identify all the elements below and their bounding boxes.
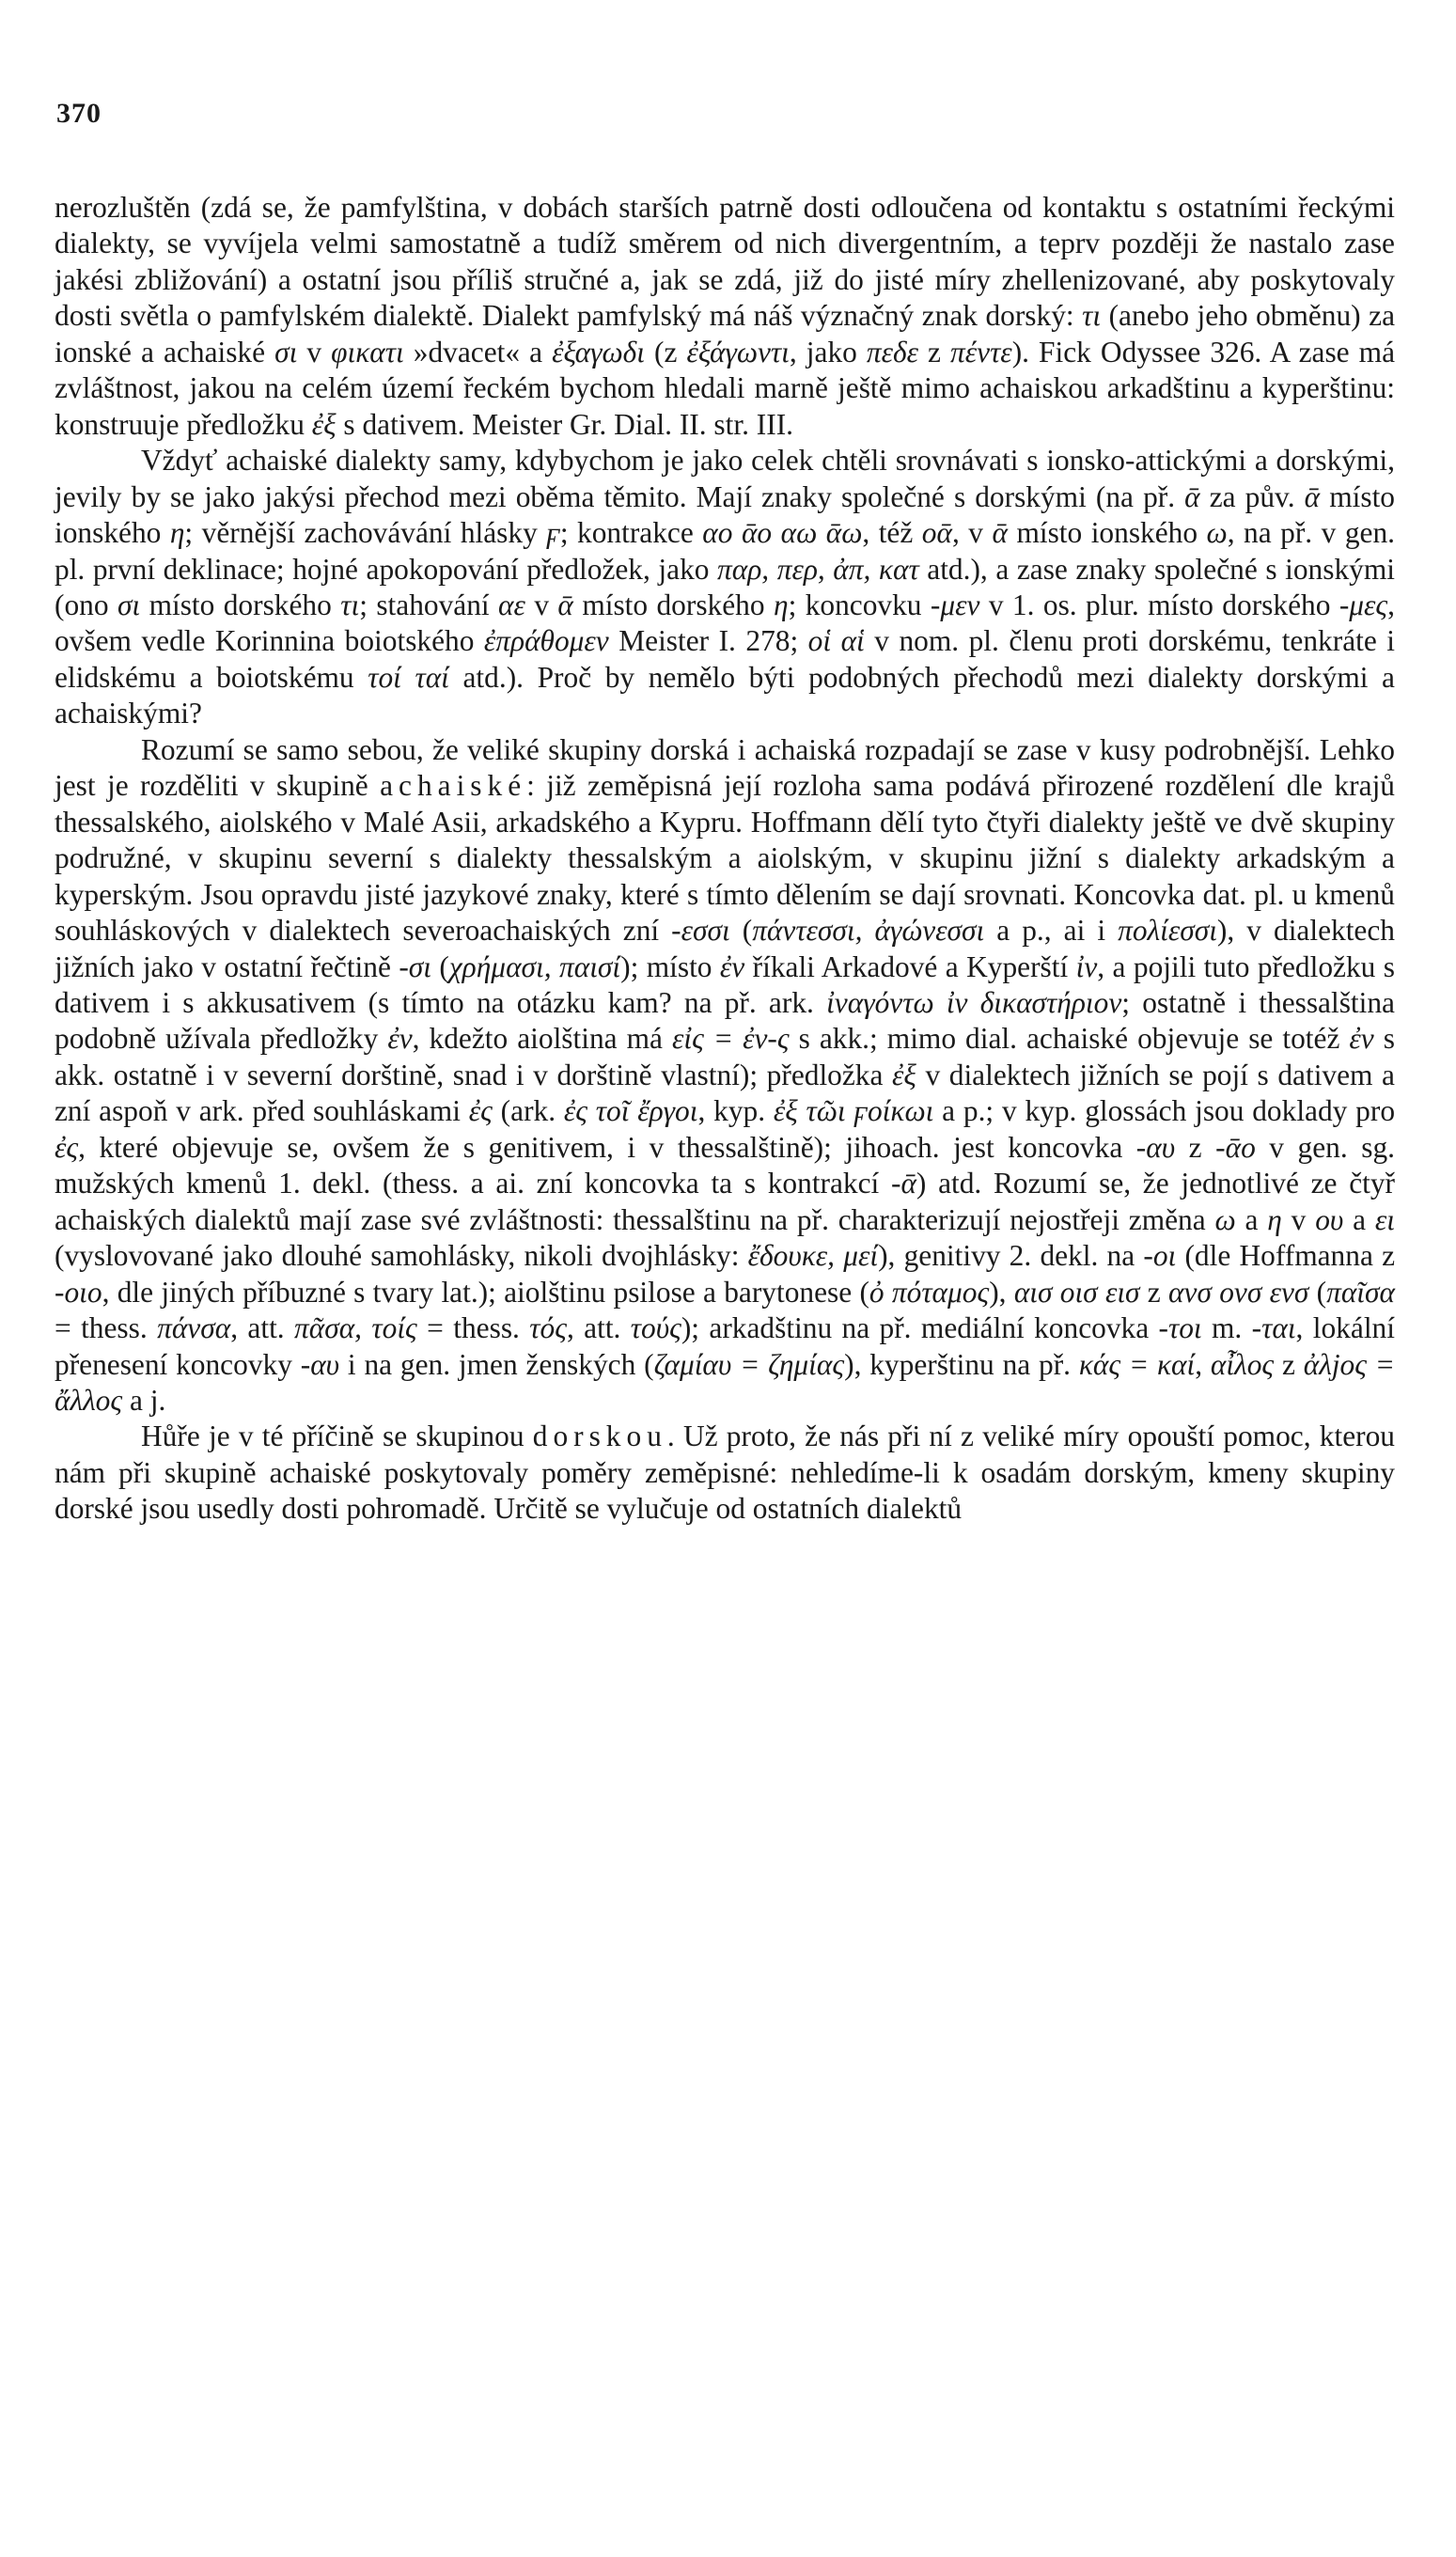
text-run: ; koncovku [788,588,931,621]
greek-text: αο ᾱο αω ᾱω [702,516,863,550]
greek-text: τός [529,1311,567,1345]
greek-text: ω [1214,1202,1236,1236]
text-run: , též [862,516,922,550]
greek-text: ᾱ [1184,479,1200,513]
greek-text: -οι [1143,1239,1177,1273]
paragraph-p4 [55,1419,1395,1527]
greek-text: -σι [399,949,431,983]
text-run: atd.), a zase znaky společné s ionskými (ono [55,552,1395,621]
greek-text: πέντε [950,335,1012,369]
text-run: , att. [566,1311,631,1345]
text-run: z [917,335,951,369]
text-run: ) atd. Rozumí se, že jednotlivé ze čtyř achaiských dialektů mají zase své zvláštnosti: thessalštinu na př. charakterizují nejostřeji změna [55,1167,1395,1236]
text-run: : již zeměpisná její rozloha sama podává přirozené rozdělení dle krajů thessalského, aiolského v Malé Asii, arkadského a Kypru. Hoffmann dělí tyto čtyři dialekty ještě ve dvě skupiny podružné, v skupinu severní s dialekty thessalským a aiolským, v skupinu jižní s dialekty arkadským a kyperským. Jsou opravdu jisté jazykové znaky, které s tímto dělením se dají srovnati. Koncovka dat. pl. u kmenů souhláskových v dialektech severoachaiských zní [55,769,1395,948]
greek-text: ἀλjος = ἄλλος [55,1347,1395,1417]
greek-text: πολίεσσι [1118,914,1217,948]
text-run: m. [1201,1311,1252,1345]
greek-text: -τοι [1158,1311,1202,1345]
text-run: , kyp. [697,1094,774,1128]
greek-text: -ται [1251,1311,1296,1345]
greek-text: ω [1206,516,1228,550]
greek-text: ανσ ονσ ενσ [1168,1275,1309,1309]
greek-text: ᾱ [1304,479,1321,513]
text-run: atd.). Proč by nemělo býti podobných přechodů mezi dialekty dorskými a achaiskými? [55,660,1395,730]
text-run: , a pojili tuto předložku s dativem i s akkusativem (s tímto na otázku kam? na př. ark. [55,949,1395,1019]
text-run: místo dorského [572,588,774,621]
greek-text: τι [1082,299,1102,333]
greek-text: ζαμίαυ = ζημίας [653,1347,845,1381]
text-run: s akk.; mimo dial. achaiské objevuje se totéž [789,1022,1350,1056]
paragraph-p2 [55,443,1395,732]
greek-text: ου [1315,1202,1344,1236]
greek-text: ἐξαγωδι [552,335,645,369]
greek-text: ἐν [387,1022,413,1056]
text-run: za pův. [1199,479,1305,513]
greek-text: ἐν [719,949,745,983]
greek-text: αε [498,588,525,621]
greek-text: ᾱ [557,588,573,621]
text-run: ), v dialektech jižních jako v ostatní řečtině [55,914,1395,983]
text-run: Meister I. 278; [608,624,808,658]
greek-text: τι [340,588,360,621]
text-run: ; kontrakce [559,516,703,550]
text-run: ), kyperštinu na př. [844,1347,1079,1381]
text-run: ), genitivy 2. dekl. na [878,1239,1144,1273]
text-run: (dle Hoffmanna z [1176,1239,1396,1273]
greek-text: παρ, περ, ἀπ, κατ [717,552,919,586]
spaced-emphasis: dorskou [532,1420,667,1453]
text-run: v 1. os. plur. místo dorského [979,588,1339,621]
text-run: Rozumí se samo sebou, že veliké skupiny dorská i achaiská rozpadají se zase v kusy podrobnější. Lehko jest je rozděliti v skupině [55,732,1395,803]
greek-text: -ᾱ [890,1167,916,1200]
text-run: ( [729,914,753,948]
greek-text: ὀ πόταμος [869,1275,990,1309]
greek-text: τούς [630,1311,681,1345]
text-run: , lokální přenesení koncovky [55,1311,1395,1381]
text-run: Hůře je v té příčině se skupinou [141,1420,533,1453]
text-run: z [1274,1347,1304,1381]
text-run: v [1281,1202,1316,1236]
text-run: ); arkadštinu na př. mediální koncovka [681,1311,1159,1345]
text-run: »dvacet« a [403,335,553,369]
text-run: ; věrnější zachovávání hlásky [184,516,547,550]
greek-text: ἐξ [892,1058,916,1091]
text-run: ( [431,949,449,983]
greek-text: πάντεσσι, ἀγώνεσσι [752,914,985,948]
text-run: , kdežto aiolština má [412,1022,673,1056]
greek-text: σι [117,588,141,621]
text-run: místo ionského [1007,516,1207,550]
greek-text: η [773,588,789,621]
greek-text: αισ οισ εισ [1013,1275,1140,1309]
text-run: nerozluštěn (zdá se, že pamfylština, v dobách starších patrně dosti odloučena od kontaktu s ostatními řeckými dialekty, se vyvíjela velmi samostatně a tudíž směrem od nich divergentním, a teprv později že nastalo zase jakési zbližování) a ostatní jsou příliš stručné a, jak se zdá, již do jisté míry zhellenizované, aby poskytovaly dosti světla o pamfylském dialektě. Dialekt pamfylský má náš význačný znak dorský: [55,191,1395,333]
greek-text: σι [274,335,298,369]
text-run: říkali Arkadové a Kyperští [744,949,1076,983]
text-run: (ark. [492,1094,564,1128]
text-run: ). Fick Odyssee 326. A zase má zvláštnost, jakou na celém území řeckém bychom hledali marně ještě mimo achaiskou arkadštinu a kyperštinu: konstruuje předložku [55,335,1396,441]
greek-text: ἐν [1349,1022,1374,1056]
text-run: (z [644,335,687,369]
text-run: a [1343,1202,1375,1236]
greek-text: -μες [1339,588,1388,621]
greek-text: ει [1374,1202,1395,1236]
text-run: v nom. pl. členu proti dorskému, tenkráte i elidskému a boiotskému [55,624,1395,694]
text-run: i na gen. jmen ženských ( [339,1347,654,1381]
text-run: s dativem. Meister Gr. Dial. II. str. III. [336,407,793,441]
text-run: , ovšem vedle Korinnina boiotského [55,588,1395,658]
greek-text: ἰναγόντω ἰν δικαστήριον [826,985,1122,1019]
greek-text: ἐπράθομεν [483,624,609,658]
paragraph-p3 [55,732,1395,1420]
greek-text: ἐξ τῶι ϝοίκωι [773,1094,934,1128]
text-run: . Už proto, že nás při ní z veliké míry opouští pomoc, kterou nám při skupině achaiské poskytovaly poměry zeměpisné: nehledíme-li k osadám dorským, kmeny skupiny dorské jsou usedly dosti pohromadě. Určitě se vylučuje od ostatních dialektů [55,1420,1395,1526]
greek-text: ϝ [546,516,560,550]
text-run: , [1195,1347,1211,1381]
text-run: , dle jiných příbuzné s tvary lat.); aiolštinu psilose a barytonese ( [102,1275,869,1309]
greek-text: εἰς = ἐν-ς [672,1022,790,1056]
greek-text: οᾱ [921,516,952,550]
greek-text: -ᾱο [1215,1130,1256,1164]
text-run: z [1175,1130,1216,1164]
greek-text: -εσσι [671,914,730,948]
page-number: 370 [56,98,102,129]
greek-text: ᾱ [992,516,1008,550]
text-run: , jako [789,335,867,369]
greek-text: -οιο [55,1275,102,1309]
text-run: , att. [230,1311,295,1345]
text-run: s akk. ostatně i v severní dorštině, snad i v dorštině vlastní); předložka [55,1022,1395,1091]
greek-text: φικατι [331,335,404,369]
greek-text: αἶλος [1210,1347,1275,1381]
text-run: ), [989,1275,1014,1309]
greek-text: ἐξάγωντι [686,335,790,369]
greek-text: χρήμασι, παισί [448,949,621,983]
text-run: , které objevuje se, ovšem že s genitivem, i v thessalštině); jihoach. jest koncovka [78,1130,1136,1164]
text-run: (vyslovované jako dlouhé samohlásky, nikoli dvojhlásky: [55,1239,748,1273]
text-run: a p.; v kyp. glossách jsou doklady pro [933,1094,1396,1128]
text-run: v [297,335,332,369]
greek-text: ἐξ [311,407,337,441]
greek-text: τοί ταί [368,660,449,694]
text-run: ; stahování [359,588,499,621]
greek-text: ἐς [468,1094,493,1128]
greek-text: η [1267,1202,1282,1236]
text-run: v dialektech jižních se pojí s dativem a zní aspoň v ark. před souhláskami [55,1058,1395,1128]
greek-text: ἰν [1075,949,1098,983]
greek-text: πεδε [866,335,918,369]
text-run: ; ostatně i thessalština podobně užívala předložky [55,985,1395,1056]
greek-text: οἱ αἱ [807,624,865,658]
text-run: a p., ai i [984,914,1119,948]
text-run: ( [1308,1275,1327,1309]
greek-text: ἔδουκε, μεί [747,1239,879,1273]
greek-text: παῖσα [1326,1275,1395,1309]
greek-text: πᾶσα, τοίς [294,1311,417,1345]
greek-text: -μεν [930,588,980,621]
greek-text: -αυ [300,1347,340,1381]
text-run: a j. [122,1383,166,1417]
text-run: a [1235,1202,1268,1236]
text-run: místo dorského [140,588,341,621]
spaced-emphasis: achaiské [380,769,527,803]
text-run: = thess. [416,1311,530,1345]
greek-text: κάς = καί [1078,1347,1196,1381]
text-run: (anebo jeho obměnu) za ionské a achaiské [55,299,1395,369]
text-run: v gen. sg. mužských kmenů 1. dekl. (thess. a ai. zní koncovka ta s kontrakcí [55,1130,1395,1200]
greek-text: πάνσα [157,1311,231,1345]
body-text [55,190,1395,1528]
text-run: = thess. [55,1311,158,1345]
greek-text: -αυ [1135,1130,1176,1164]
greek-text: η [169,516,185,550]
text-run: v [524,588,558,621]
paragraph-p1 [55,190,1395,443]
text-run: z [1139,1275,1169,1309]
text-run: ); místo [620,949,720,983]
text-run: místo ionského [55,479,1395,550]
text-run: Vždyť achaiské dialekty samy, kdybychom je jako celek chtěli srovnávati s ionsko-attickými a dorskými, jevily by se jako jakýsi přechod mezi oběma těmito. Mají znaky společné s dorskými (na př. [55,444,1395,513]
text-run: , v [951,516,993,550]
text-run: , na př. v gen. pl. první deklinace; hojné apokopování předložek, jako [55,516,1395,586]
greek-text: ἐς τοῖ ἔργοι [563,1094,698,1128]
greek-text: ἐς [55,1130,79,1164]
